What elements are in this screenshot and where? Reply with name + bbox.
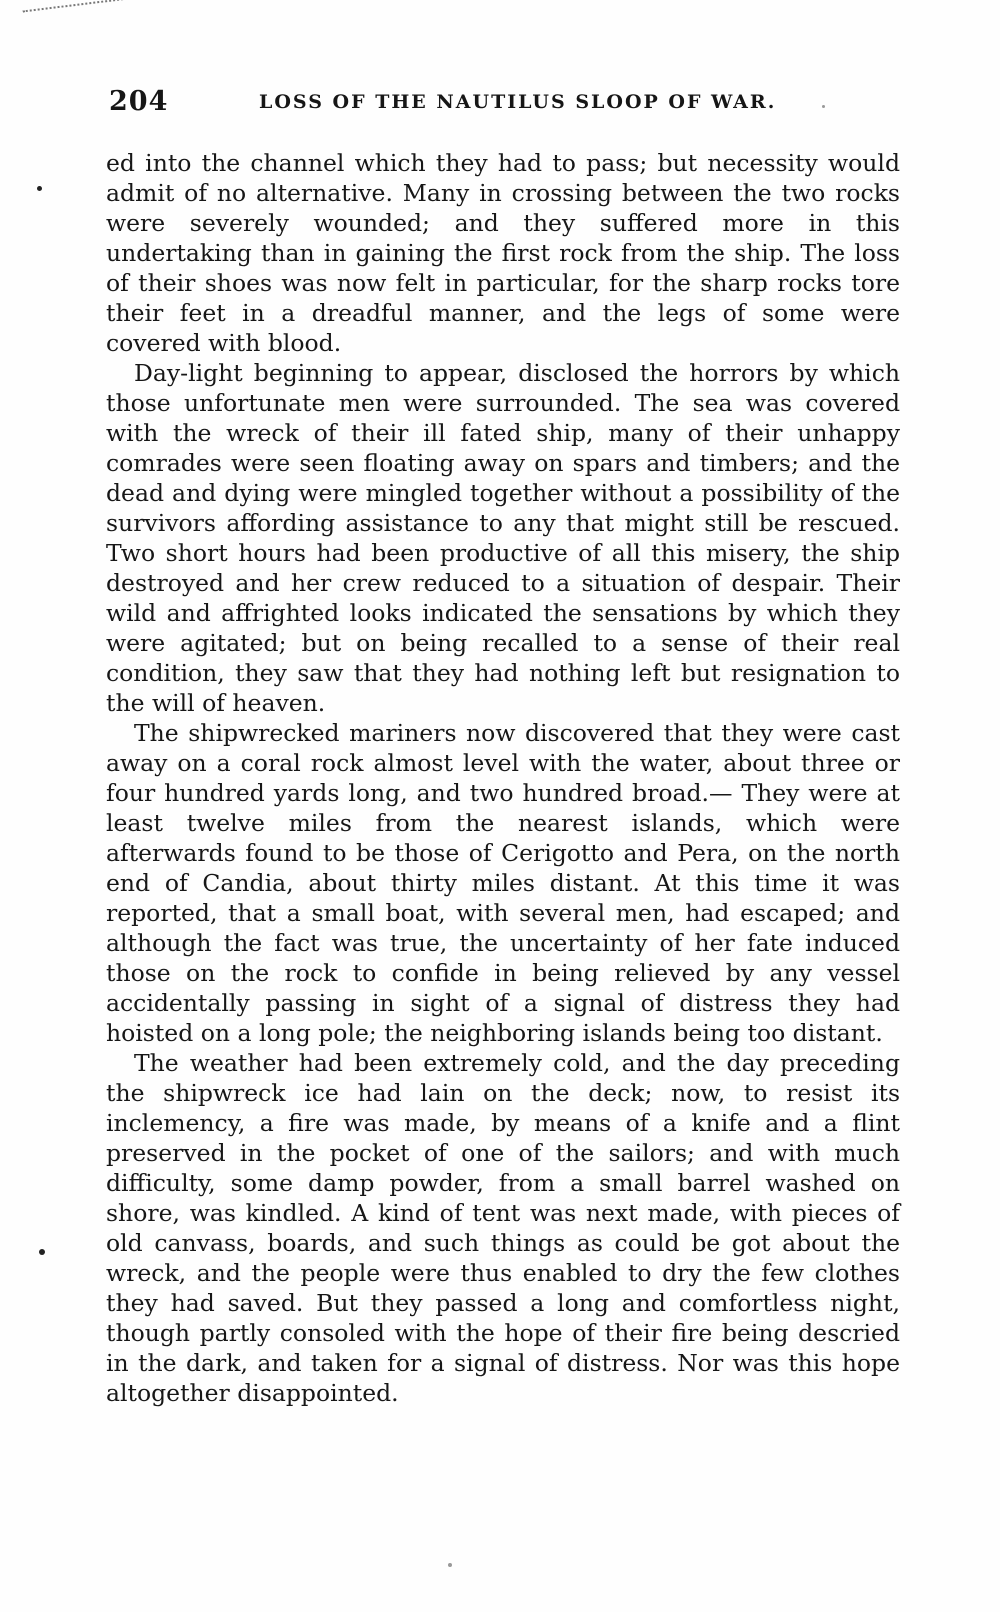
paragraph-continuation: ed into the channel which they had to pass; but necessity would admit of no alternative. Many in crossing between the two rocks were severely wounded; and they suffered more in this undertaking than in gaining the first rock from the ship. The loss of their shoes was now felt in particular, for the sharp rocks tore their feet in a dreadful manner, and the legs of some were covered with blood. — [106, 149, 900, 357]
running-head: LOSS OF THE NAUTILUS SLOOP OF WAR. — [259, 91, 777, 113]
scan-artifact — [39, 1249, 45, 1255]
page-number: 204 — [109, 86, 169, 117]
page-body — [106, 148, 900, 1408]
paragraph-coral-rock: The shipwrecked mariners now discovered that they were cast away on a coral rock almost level with the water, about three or four hundred yards long, and two hundred broad.— They were at least twelve miles from the nearest islands, which were afterwards found to be those of Cerigotto and Pera, on the north end of Candia, about thirty miles distant. At this time it was reported, that a small boat, with several men, had escaped; and although the fact was true, the uncertainty of her fate induced those on the rock to confide in being relieved by any vessel accidentally passing in sight of a signal of distress they had hoisted on a long pole; the neighboring islands being too distant. — [106, 719, 900, 1047]
paragraph-weather: The weather had been extremely cold, and the day preceding the shipwreck ice had lain on the deck; now, to resist its inclemency, a fire was made, by means of a knife and a flint preserved in the pocket of one of the sailors; and with much difficulty, some damp powder, from a small barrel washed on shore, was kindled. A kind of tent was next made, with pieces of old canvass, boards, and such things as could be got about the wreck, and the people were thus enabled to dry the few clothes they had saved. But they passed a long and comfortless night, though partly consoled with the hope of their fire being descried in the dark, and taken for a signal of distress. Nor was this hope altogether disappointed. — [106, 1049, 900, 1407]
paragraph-daylight: Day-light beginning to appear, disclosed the horrors by which those unfortunate men were surrounded. The sea was covered with the wreck of their ill fated ship, many of their unhappy comrades were seen floating away on spars and timbers; and the dead and dying were mingled together without a possibility of the survivors affording assistance to any that might still be rescued. Two short hours had been productive of all this misery, the ship destroyed and her crew reduced to a situation of despair. Their wild and affrighted looks indicated the sensations by which they were agitated; but on being recalled to a sense of their real condition, they saw that they had nothing left but resignation to the will of heaven. — [106, 359, 900, 717]
scan-artifact — [448, 1563, 452, 1567]
page-header — [109, 86, 899, 120]
scan-artifact — [23, 0, 129, 22]
scan-artifact — [37, 186, 42, 191]
